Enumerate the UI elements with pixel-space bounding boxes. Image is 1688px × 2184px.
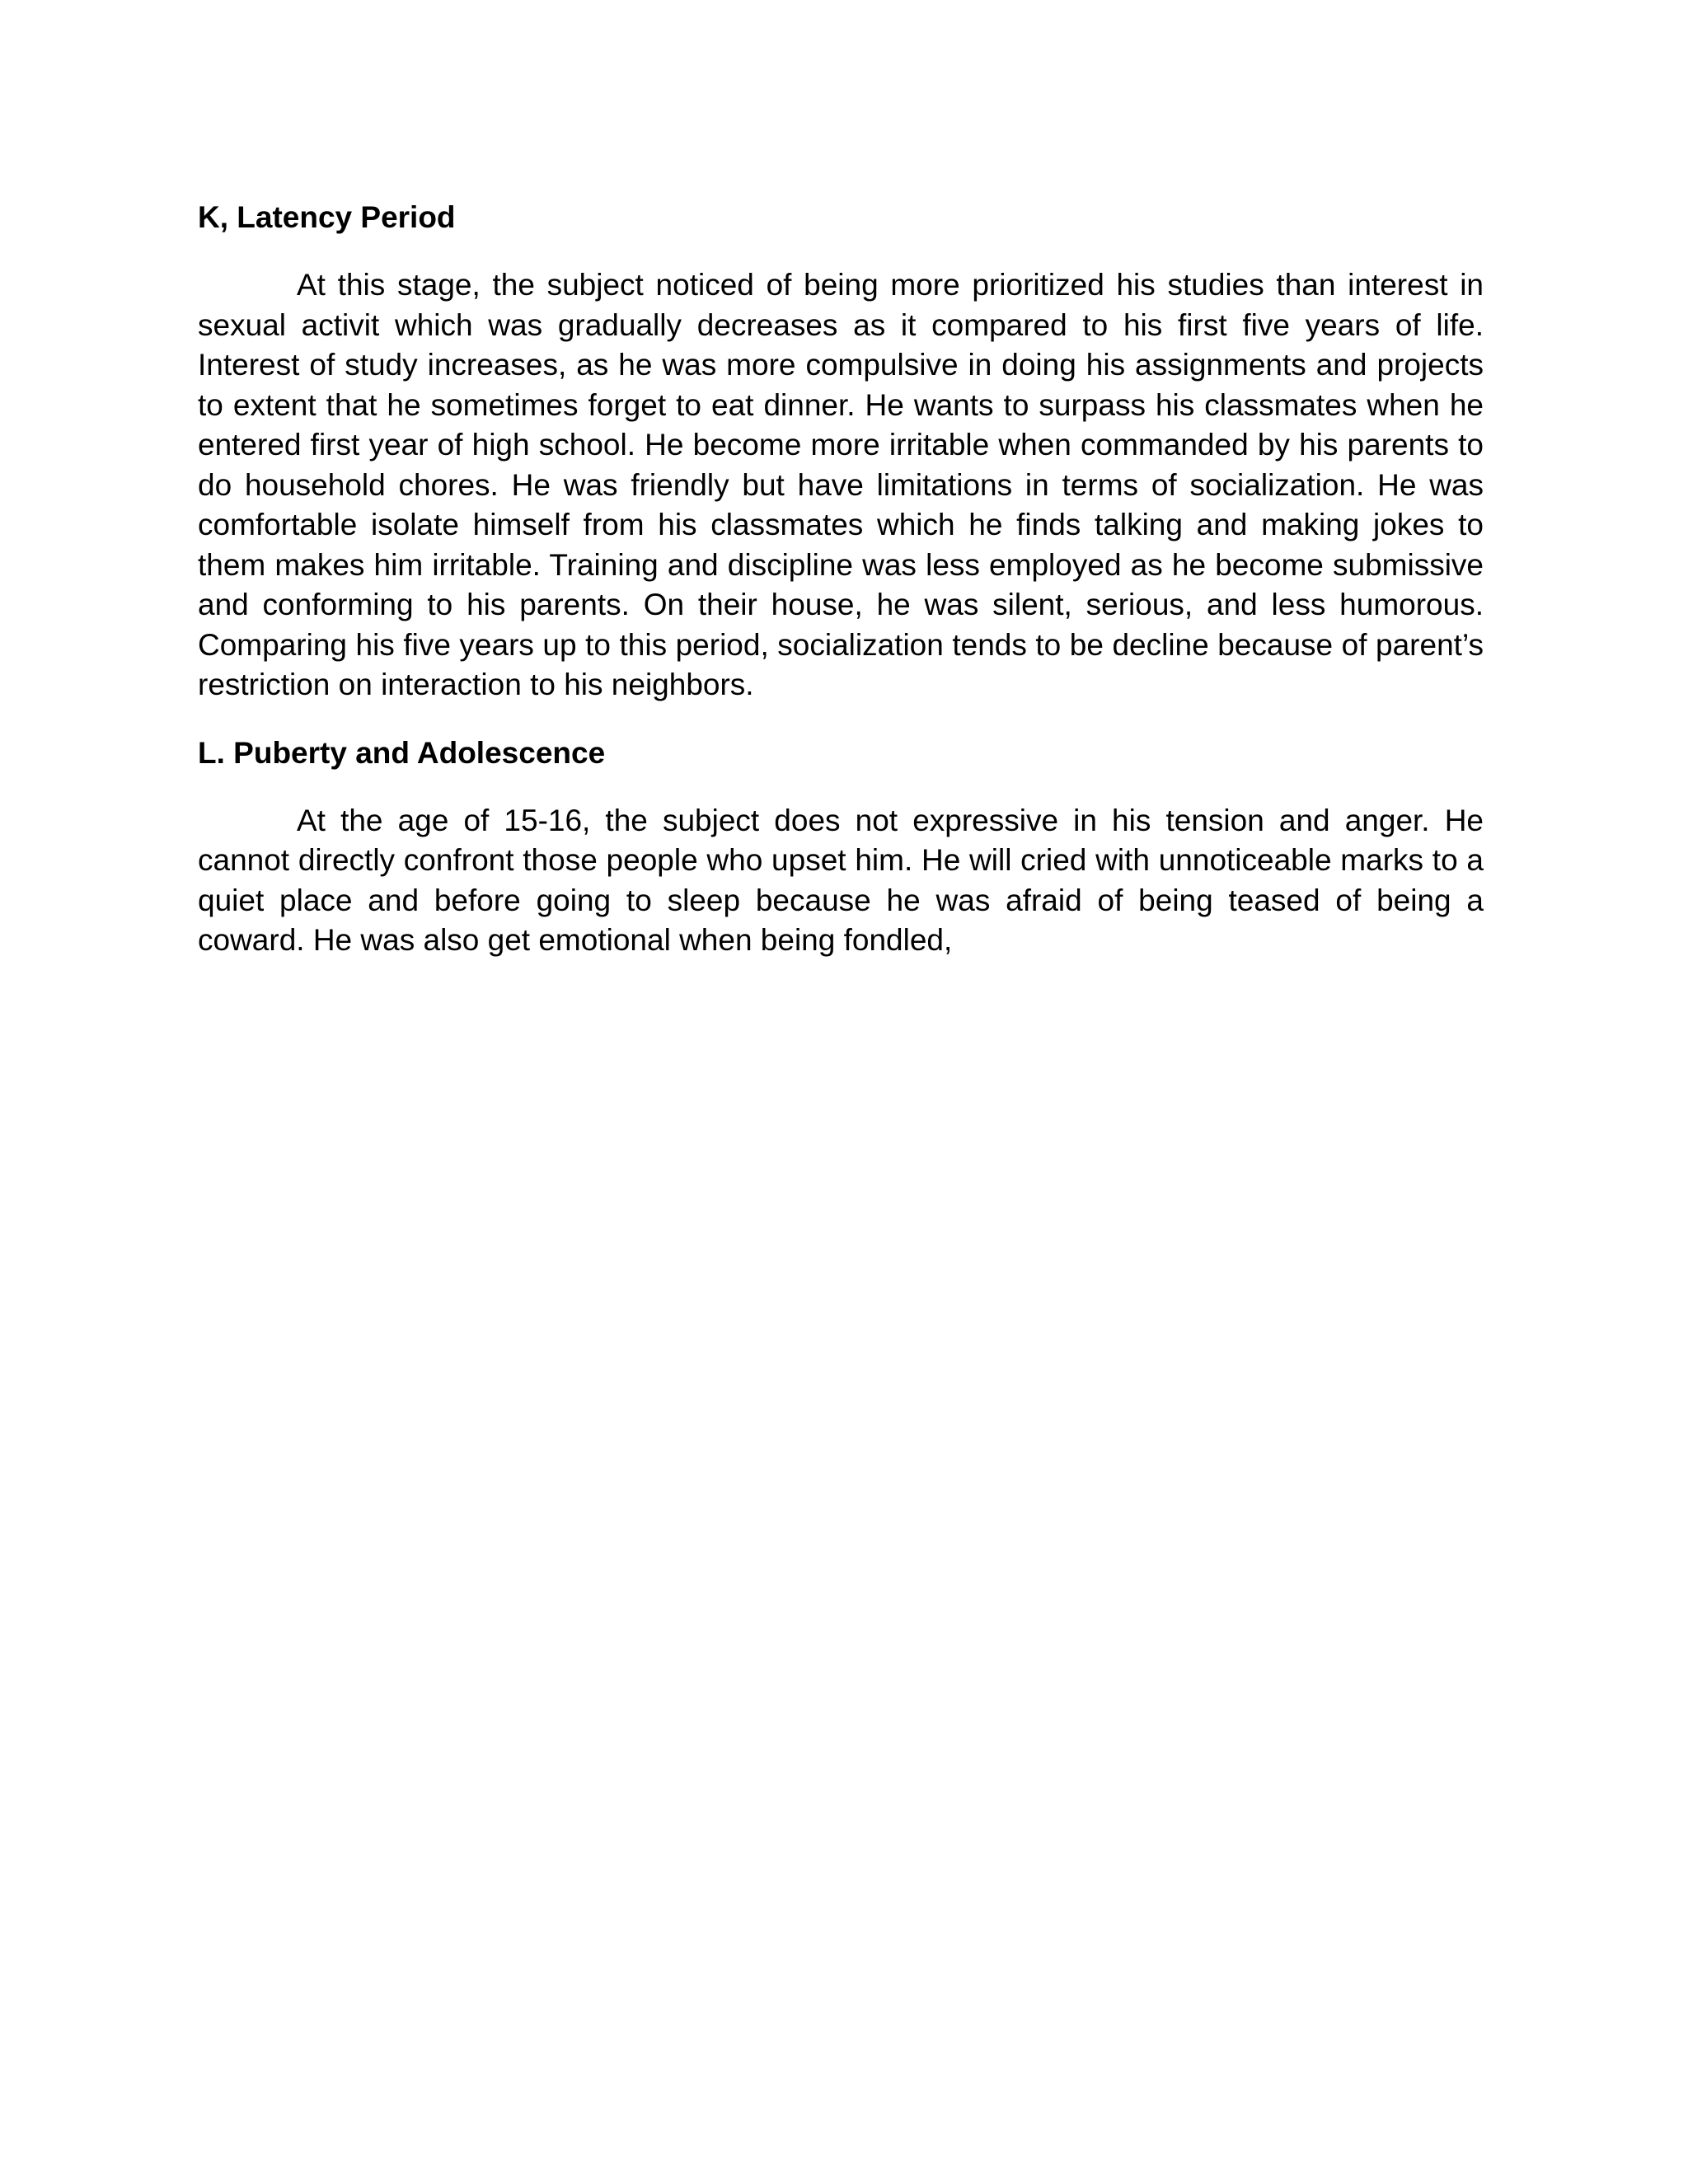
section-paragraph-latency-period: At this stage, the subject noticed of being more prioritized his studies than interest in sexual activit which was gradually decreases as it compared to his first five years of life. Interest of study increases, as he was more compulsive in doing his assignments and projects to extent that he sometimes forget to eat dinner. He wants to surpass his classmates when he entered first year of high school. He become more irritable when commanded by his parents to do household chores. He was friendly but have limitations in terms of socialization. He was comfortable isolate himself from his classmates which he finds talking and making jokes to them makes him irritable. Training and discipline was less employed as he become submissive and conforming to his parents. On their house, he was silent, serious, and less humorous. Comparing his five years up to this period, socialization tends to be decline because of parent’s restriction on interaction to his neighbors. [198,268,1484,701]
section-heading-latency-period: K, Latency Period [198,200,456,234]
section-paragraph-puberty-adolescence: At the age of 15-16, the subject does not expressive in his tension and anger. He cannot directly confront those people who upset him. He will cried with unnoticeable marks to a quiet place and before going to sleep because he was afraid of being teased of being a coward. He was also get emotional when being fondled, [198,803,1484,957]
document-body [198,198,1484,961]
section-heading-puberty-adolescence: L. Puberty and Adolescence [198,735,606,770]
